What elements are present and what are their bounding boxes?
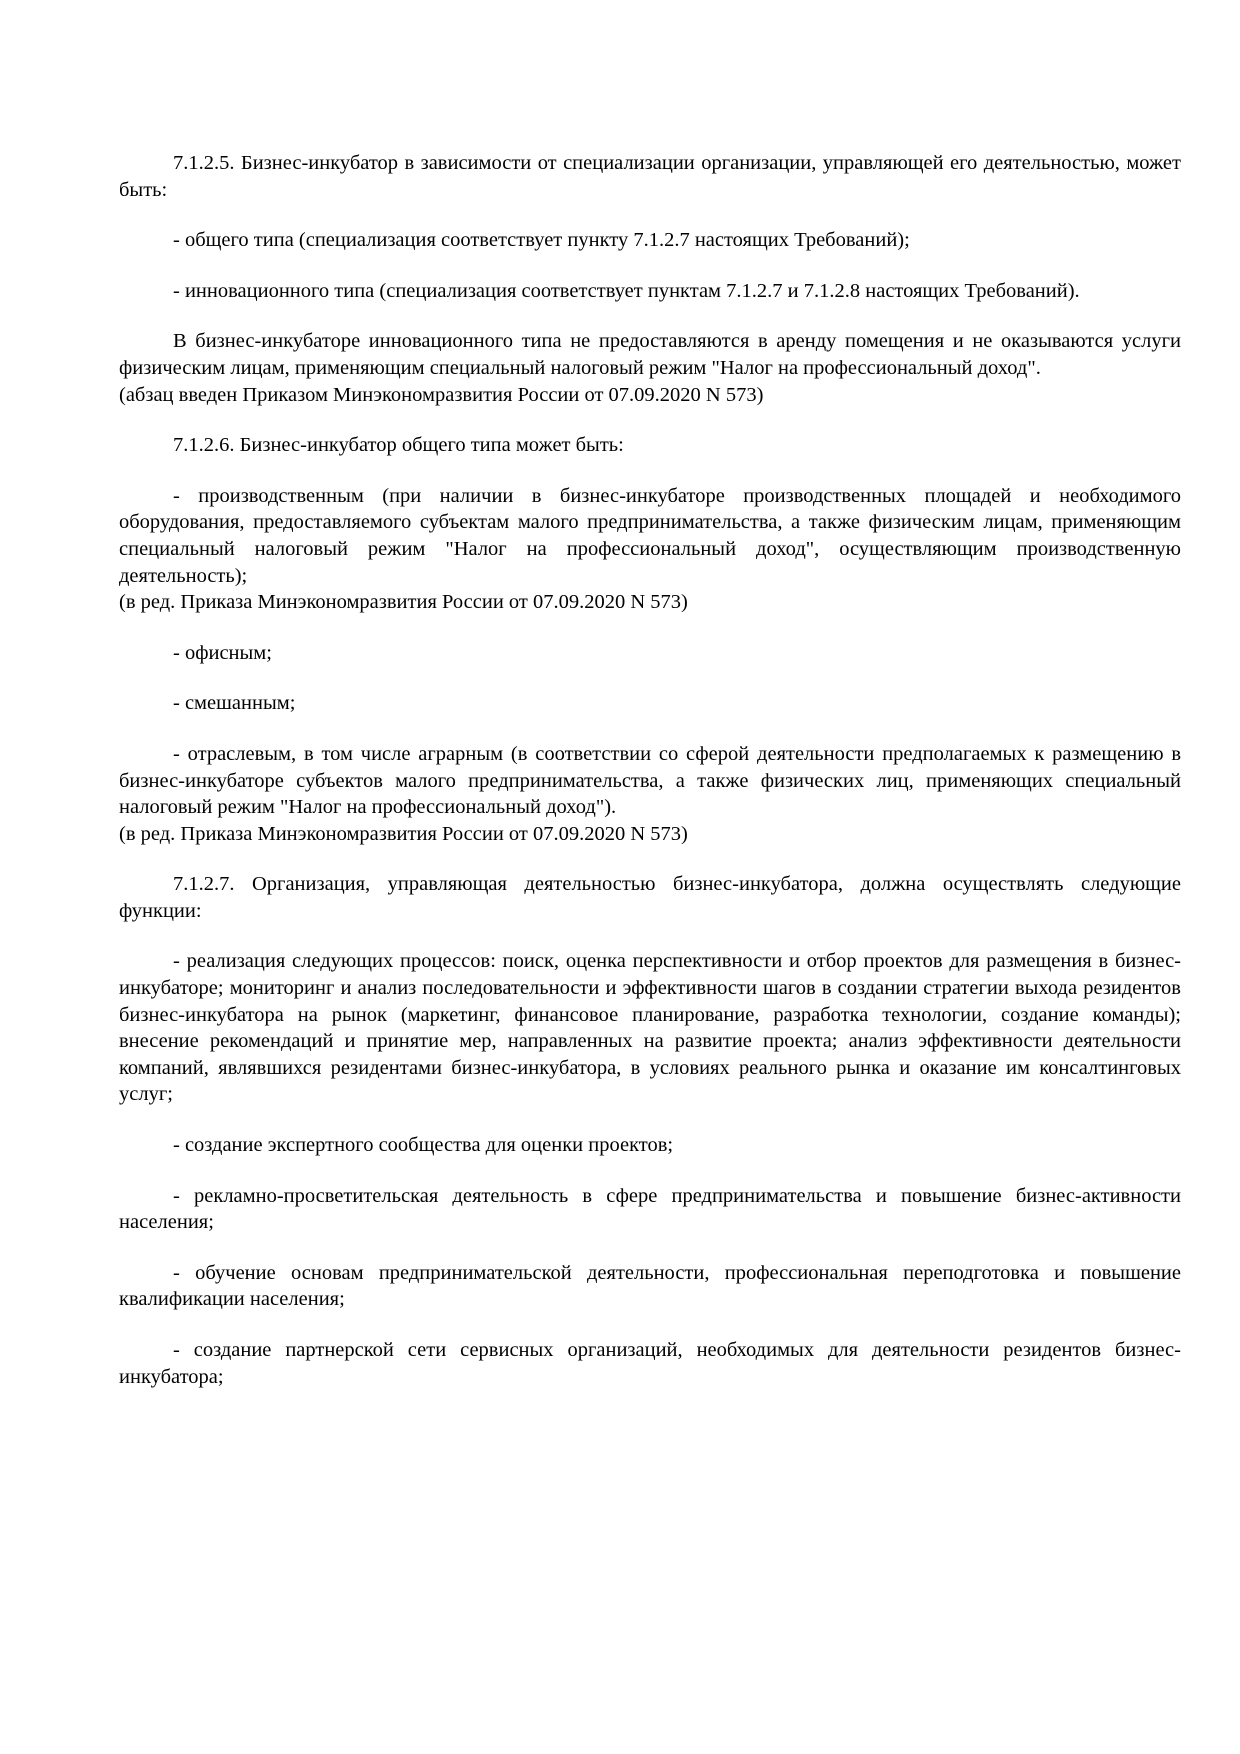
list-item-production: - производственным (при наличии в бизнес-инкубаторе производственных площадей и необходимого оборудования, предоставляемого субъектам малого предпринимательства, а также физическим лицам, применяющим специальный налоговый режим "Налог на профессиональный доход", осуществляющим производственную деятельность); <box>119 484 1181 587</box>
amendment-note: (в ред. Приказа Минэкономразвития России от 07.09.2020 N 573) <box>119 591 688 614</box>
list-item-general-type: - общего типа (специализация соответствует пункту 7.1.2.7 настоящих Требований); <box>173 229 910 252</box>
list-item-innovation-type: - инновационного типа (специализация соответствует пунктам 7.1.2.7 и 7.1.2.8 настоящих Требований). <box>173 279 1080 302</box>
list-item-advertising: - рекламно-просветительская деятельность в сфере предпринимательства и повышение бизнес-активности населения; <box>119 1184 1181 1234</box>
clause-7-1-2-5: 7.1.2.5. Бизнес-инкубатор в зависимости от специализации организации, управляющей его деятельностью, может быть: <box>119 152 1181 201</box>
amendment-note: (в ред. Приказа Минэкономразвития России от 07.09.2020 N 573) <box>119 822 688 845</box>
clause-7-1-2-6: 7.1.2.6. Бизнес-инкубатор общего типа может быть: <box>173 434 624 457</box>
list-item-expert-community: - создание экспертного сообщества для оценки проектов; <box>173 1134 674 1157</box>
amendment-note: (абзац введен Приказом Минэкономразвития России от 07.09.2020 N 573) <box>119 383 764 406</box>
clause-7-1-2-7: 7.1.2.7. Организация, управляющая деятельностью бизнес-инкубатора, должна осуществлять следующие функции: <box>119 873 1181 922</box>
list-item-training: - обучение основам предпринимательской деятельности, профессиональная переподготовка и повышение квалификации населения; <box>119 1261 1181 1311</box>
list-item-processes: - реализация следующих процессов: поиск, оценка перспективности и отбор проектов для размещения в бизнес-инкубаторе; мониторинг и анализ последовательности и эффективности шагов в создании стратегии выхода резидентов бизнес-инкубатора на рынок (маркетинг, финансовое планирование, разработка технологии, создание команды); внесение рекомендаций и принятие мер, направленных на развитие проекта; анализ эффективности деятельности компаний, являвшихся резидентами бизнес-инкубатора, в условиях реального рынка и оказание им консалтинговых услуг; <box>119 950 1181 1106</box>
list-item-partner-network: - создание партнерской сети сервисных организаций, необходимых для деятельности резидентов бизнес-инкубатора; <box>119 1339 1181 1388</box>
document-body <box>119 150 1181 1390</box>
list-item-office: - офисным; <box>173 641 272 664</box>
paragraph-innovation-restriction: В бизнес-инкубаторе инновационного типа не предоставляются в аренду помещения и не оказываются услуги физическим лицам, применяющим специальный налоговый режим "Налог на профессиональный доход". <box>119 330 1181 379</box>
list-item-industry: - отраслевым, в том числе аграрным (в соответствии со сферой деятельности предполагаемых к размещению в бизнес-инкубаторе субъектов малого предпринимательства, а также физических лиц, применяющих специальный налоговый режим "Налог на профессиональный доход"). <box>119 742 1181 819</box>
list-item-mixed: - смешанным; <box>173 692 296 715</box>
